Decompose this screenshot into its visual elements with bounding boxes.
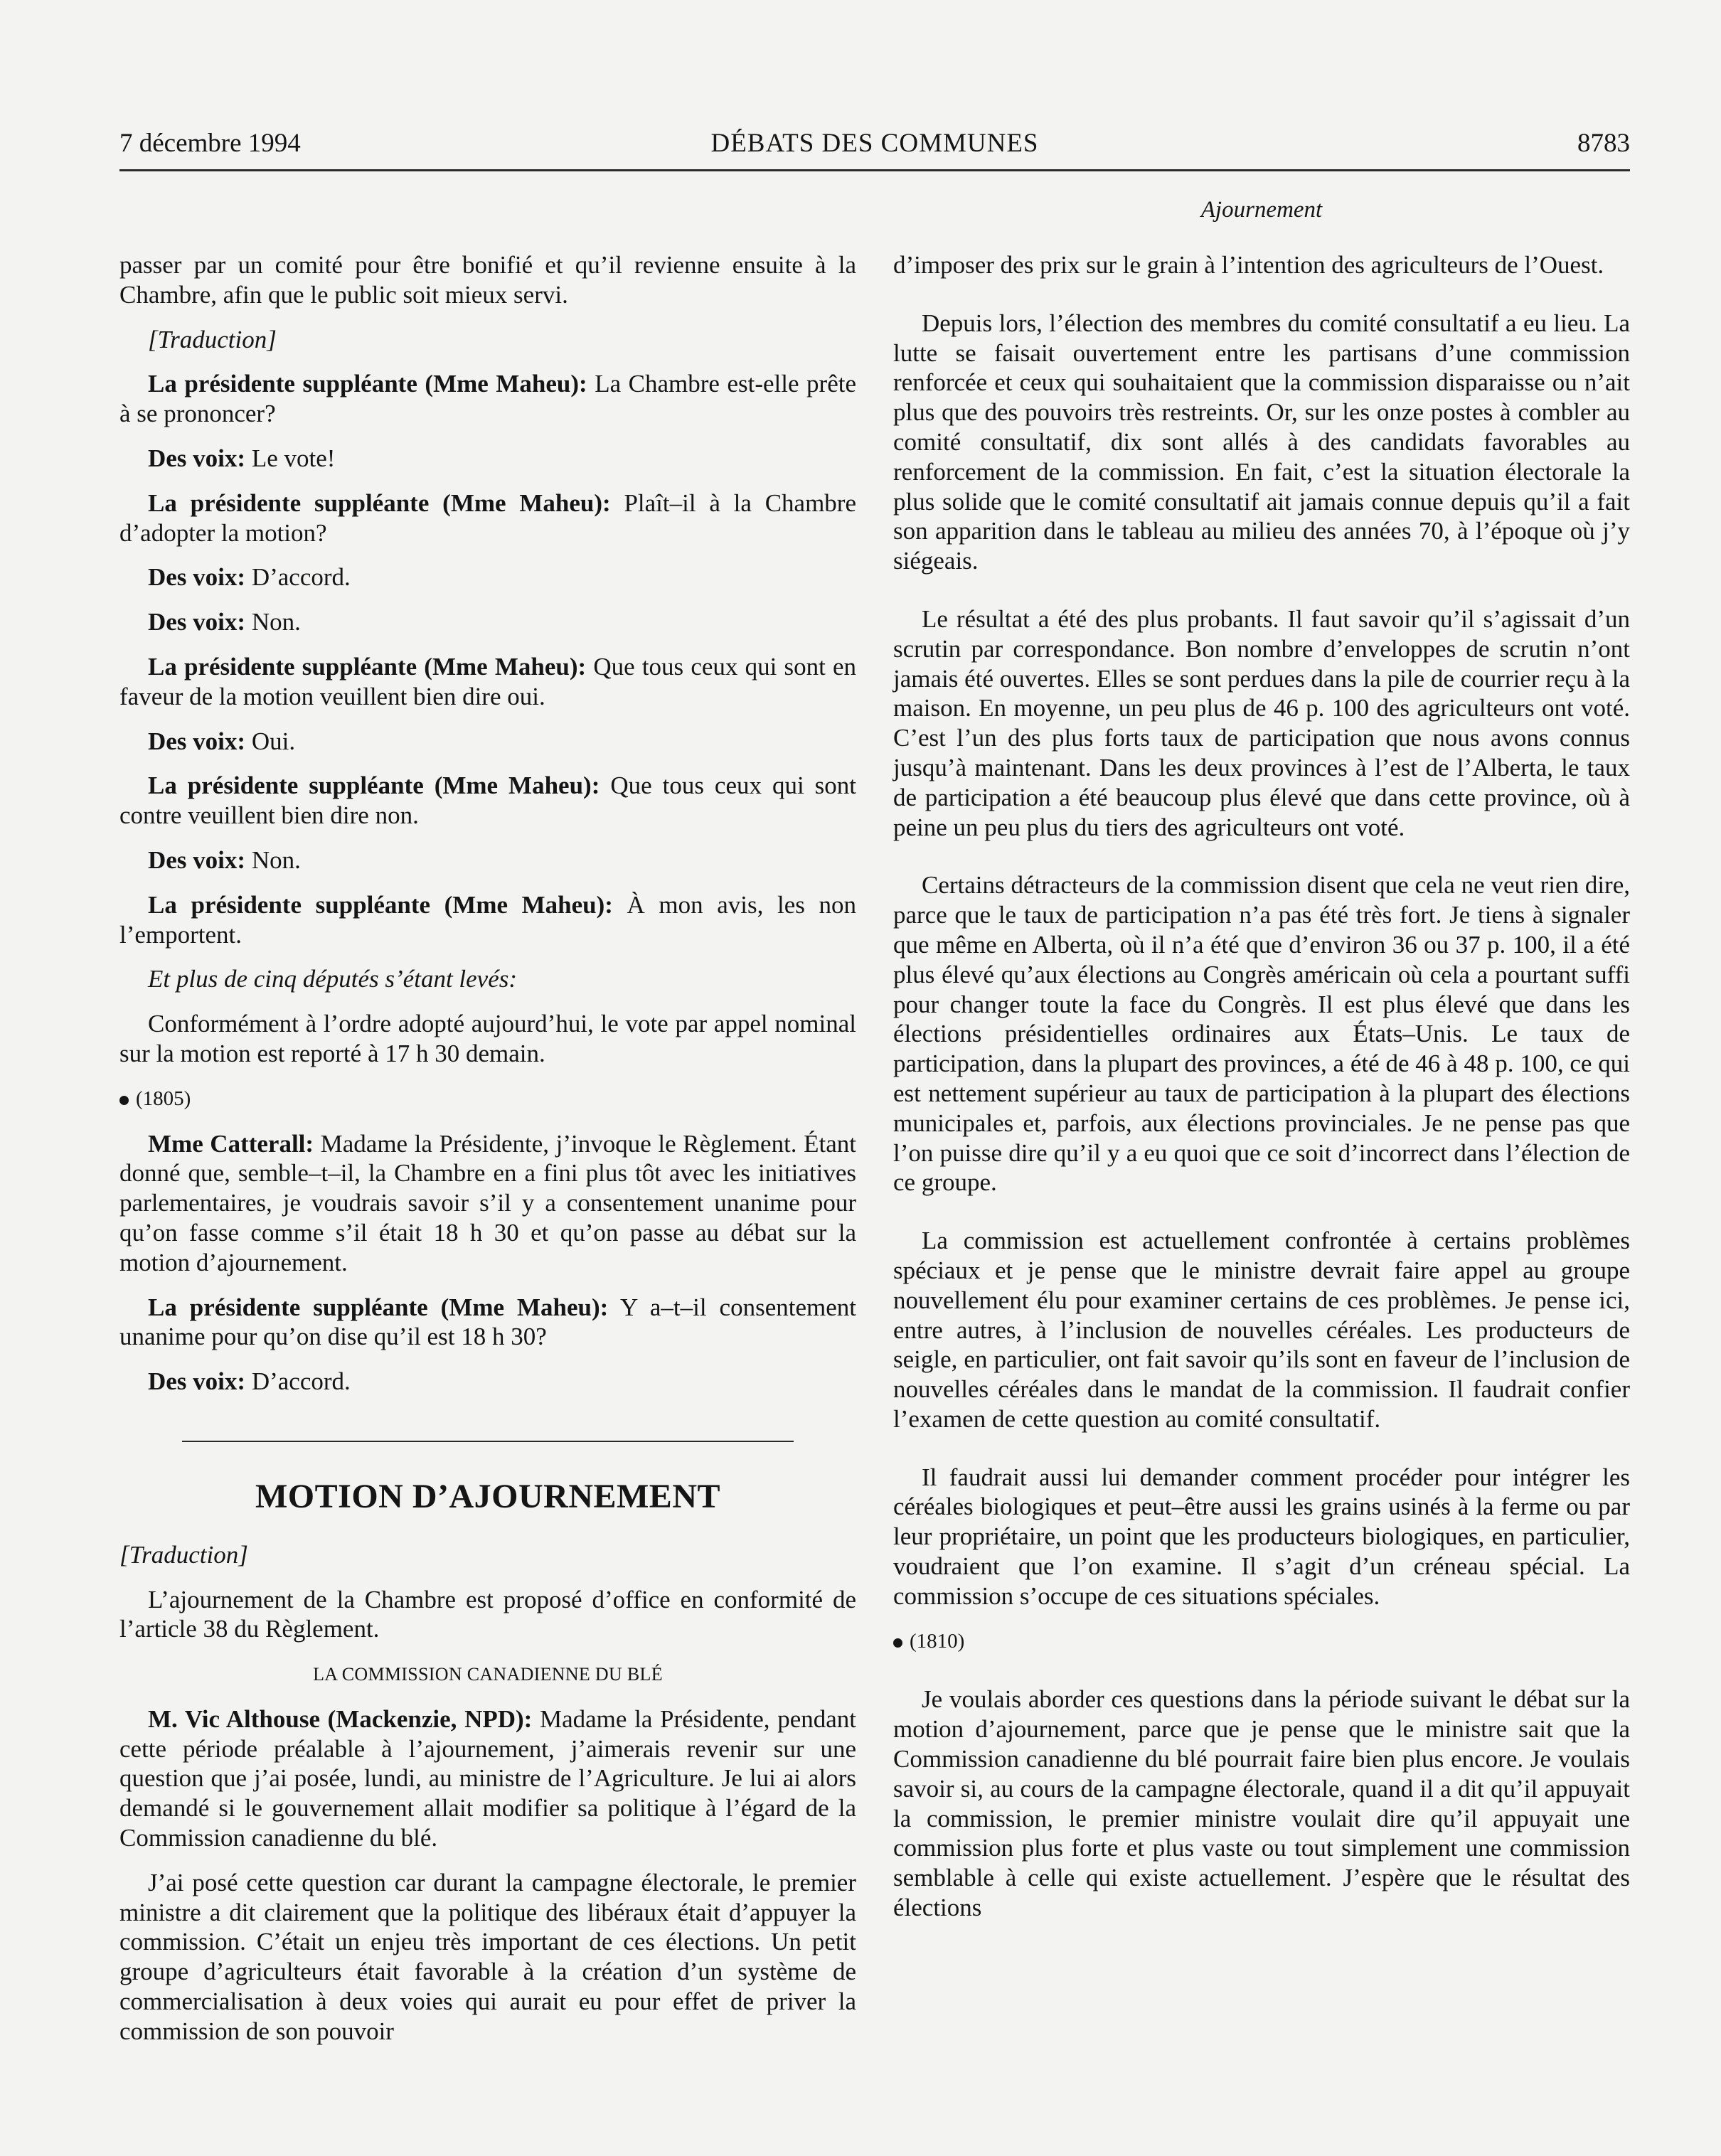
paragraph: Le résultat a été des plus probants. Il faut savoir qu’il s’agissait d’un scrutin par correspondance. Bon nombre d’enveloppes de scrutin n’ont jamais été ouvertes. Elles se sont perdues dans la pile de courrier reçu à la maison. En moyenne, un peu plus de 46 p. 100 des agriculteurs ont voté. C’est l’un des plus forts taux de participation que nous avons connus jusqu’à maintenant. Dans les deux provinces à l’est de l’Alberta, le taux de participation a été beaucoup plus élevé que dans cette province, où à peine un peu plus du tiers des agriculteurs ont voté. xyxy=(893,604,1630,841)
speech-text: D’accord. xyxy=(251,1367,351,1396)
speech-text: Que tous ceux qui sont contre veuillent bien dire non. xyxy=(119,772,856,830)
speech xyxy=(119,890,856,950)
speech xyxy=(119,444,856,474)
speech xyxy=(119,727,856,757)
speech-text: D’accord. xyxy=(251,563,351,592)
speech xyxy=(119,562,856,592)
speaker-name: Des voix: xyxy=(148,444,246,472)
speech-text: Plaît–il à la Chambre d’adopter la motion? xyxy=(119,489,856,547)
header-date: 7 décembre 1994 xyxy=(119,129,301,158)
timestamp xyxy=(119,1084,856,1114)
speaker-name: M. Vic Althouse (Mackenzie, NPD): xyxy=(148,1704,533,1733)
speaker-name: Des voix: xyxy=(148,608,246,636)
header-title: DÉBATS DES COMMUNES xyxy=(710,129,1039,158)
subheading: LA COMMISSION CANADIENNE DU BLÉ xyxy=(313,1664,663,1685)
speaker-name: La présidente suppléante (Mme Maheu): xyxy=(148,890,613,919)
speech-text: Oui. xyxy=(251,727,296,755)
paragraph: Certains détracteurs de la commission disent que cela ne veut rien dire, parce que le taux de participation n’a pas été très fort. Je tiens à signaler que même en Alberta, où il n’a été que d’environ 36 ou 37 p. 100, il a été plus élevé qu’aux élections au Congrès américain où cela a pourtant suffi pour changer toute la face du Congrès. Il est plus élevé que dans les élections présidentielles ordinaires aux États–Unis. Le taux de participation, dans la plupart des provinces, a été de 46 à 48 p. 100, ce qui est nettement supérieur au taux de participation à la plupart des élections municipales et, parfois, aux élections provinciales. Je ne pense pas que l’on puisse dire qu’il y a eu quoi que ce soit d’incorrect dans l’élection de ce groupe. xyxy=(893,871,1630,1197)
timestamp-text: (1810) xyxy=(910,1629,965,1653)
speech-text: Y a–t–il consentement unanime pour qu’on dise qu’il est 18 h 30? xyxy=(119,1293,856,1351)
speech xyxy=(119,771,856,831)
speech xyxy=(119,845,856,875)
speaker-name: Des voix: xyxy=(148,563,246,592)
timestamp-text: (1805) xyxy=(136,1087,191,1110)
speech-text: Non. xyxy=(251,845,301,874)
speech-text: À mon avis, les non l’emportent. xyxy=(119,890,856,949)
speaker-name: Mme Catterall: xyxy=(148,1129,314,1158)
bullet-icon xyxy=(893,1638,902,1648)
speaker-name: La présidente suppléante (Mme Maheu): xyxy=(148,489,611,517)
right-column xyxy=(893,250,1630,1923)
speaker-name: Des voix: xyxy=(148,845,246,874)
paragraph: L’ajournement de la Chambre est proposé d’office en conformité de l’article 38 du Règlement. xyxy=(119,1585,856,1643)
page-header xyxy=(119,119,1630,171)
running-head: Ajournement xyxy=(1200,197,1323,223)
speech-text: Que tous ceux qui sont en faveur de la motion veuillent bien dire oui. xyxy=(119,652,857,710)
speech xyxy=(119,652,856,712)
speech-text: Le vote! xyxy=(251,444,336,472)
paragraph: La commission est actuellement confrontée à certains problèmes spéciaux et je pense que le ministre devrait faire appel au groupe nouvellement élu pour examiner certains de ces problèmes. Je pense ici, entre autres, à l’inclusion de nouvelles céréales. Les producteurs de seigle, en particulier, ont fait savoir qu’ils sont en faveur de l’inclusion de nouvelles céréales dans le mandat de la commission. Il faudrait confier l’examen de cette question au comité consultatif. xyxy=(893,1227,1630,1433)
speaker-name: La présidente suppléante (Mme Maheu): xyxy=(148,370,587,398)
speaker-name: Des voix: xyxy=(148,1367,246,1396)
stage-direction: Et plus de cinq députés s’étant levés: xyxy=(148,965,518,993)
speech-text: La Chambre est-elle prête à se prononcer? xyxy=(119,370,856,428)
section-heading: MOTION D’AJOURNEMENT xyxy=(255,1477,720,1515)
timestamp xyxy=(893,1627,1630,1657)
paragraph: Depuis lors, l’élection des membres du comité consultatif a eu lieu. La lutte se faisait ouvertement entre les partisans d’une commission renforcée et ceux qui souhaitaient que la commission disparaisse ou n’ait plus que des pouvoirs très restreints. Or, sur les onze postes à combler au comité consultatif, dix sont allés à des candidats favorables au renforcement de la commission. En fait, c’est la situation électorale la plus solide que le comité consultatif ait jamais connue depuis qu’il a fait son apparition dans le tableau au milieu des années 70, à l’époque où j’y siégeais. xyxy=(893,309,1630,575)
paragraph: Je voulais aborder ces questions dans la période suivant le débat sur la motion d’ajournement, parce que je pense que le ministre sait que la Commission canadienne du blé pourrait faire bien plus encore. Je voulais savoir si, au cours de la campagne électorale, quand il a dit qu’il appuyait la commission, le premier ministre voulait dire qu’il appuyait une commission plus forte et plus vaste ou tout simplement une commission semblable à celle qui existe actuellement. J’espère que le résultat des élections xyxy=(893,1685,1630,1922)
speaker-name: Des voix: xyxy=(148,727,246,755)
speech xyxy=(119,1704,856,1853)
paragraph: d’imposer des prix sur le grain à l’intention des agriculteurs de l’Ouest. xyxy=(893,251,1604,279)
speech xyxy=(119,1367,856,1397)
speech xyxy=(119,1293,856,1352)
paragraph: J’ai posé cette question car durant la campagne électorale, le premier ministre a dit clairement que la politique des libéraux était d’appuyer la commission. C’était un enjeu très important de ces élections. Un petit groupe d’agriculteurs était favorable à la création d’un système de commercialisation à deux voies qui aurait eu pour effet de priver la commission de son pouvoir xyxy=(119,1868,856,2045)
speaker-name: La présidente suppléante (Mme Maheu): xyxy=(148,1293,609,1321)
translation-note: [Traduction] xyxy=(119,1540,248,1569)
speech xyxy=(119,489,856,548)
speaker-name: La présidente suppléante (Mme Maheu): xyxy=(148,772,600,800)
speech-text: Madame la Présidente, pendant cette période préalable à l’ajournement, j’aimerais revenir sur une question que j’ai posée, lundi, au ministre de l’Agriculture. Je lui ai alors demandé si le gouvernement allait modifier sa politique à l’égard de la Commission canadienne du blé. xyxy=(119,1704,857,1852)
header-page-number: 8783 xyxy=(1577,129,1630,158)
speech-text: Madame la Présidente, j’invoque le Règlement. Étant donné que, semble–t–il, la Chambre en a fini plus tôt avec les initiatives parlementaires, je voudrais savoir s’il y a consentement unanime pour qu’on fasse comme s’il était 18 h 30 et qu’on passe au débat sur la motion d’ajournement. xyxy=(119,1129,856,1276)
speaker-name: La présidente suppléante (Mme Maheu): xyxy=(148,652,587,681)
speech-text: Non. xyxy=(251,608,301,636)
section-divider xyxy=(182,1441,794,1442)
paragraph: passer par un comité pour être bonifié et qu’il revienne ensuite à la Chambre, afin que le public soit mieux servi. xyxy=(119,251,856,309)
translation-note: [Traduction] xyxy=(148,325,277,353)
speech xyxy=(119,1129,856,1278)
left-column xyxy=(119,250,856,2046)
speech xyxy=(119,607,856,637)
paragraph: Il faudrait aussi lui demander comment procéder pour intégrer les céréales biologiques et peut–être aussi les grains usinés à la ferme ou par leur propriétaire, un point que les producteurs biologiques, en particulier, voudraient que l’on examine. Il s’agit d’un créneau spécial. La commission s’occupe de ces situations spéciales. xyxy=(893,1463,1630,1610)
paragraph: Conformément à l’ordre adopté aujourd’hui, le vote par appel nominal sur la motion est reporté à 17 h 30 demain. xyxy=(119,1010,856,1067)
bullet-icon xyxy=(119,1096,129,1105)
speech xyxy=(119,369,856,429)
